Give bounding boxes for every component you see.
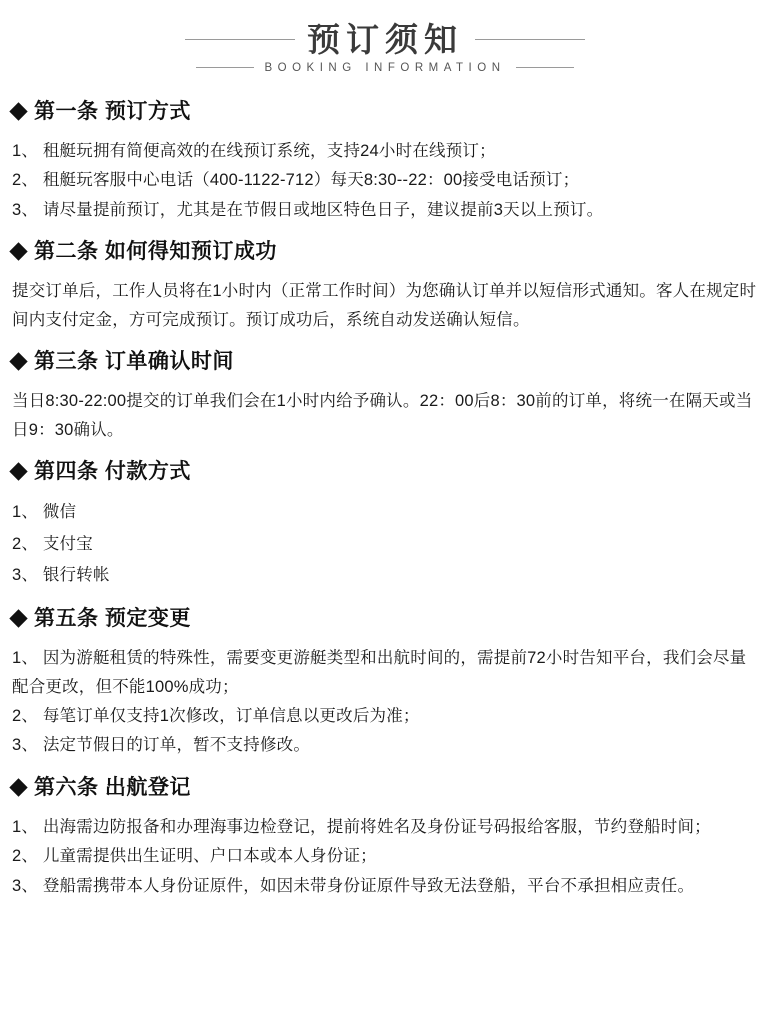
section-booking-change <box>12 605 758 760</box>
header-rule-right <box>475 39 585 40</box>
list-item: 3、 请尽量提前预订，尤其是在节假日或地区特色日子，建议提前3天以上预订。 <box>12 200 604 219</box>
section-title-text: 第五条 预定变更 <box>34 606 191 630</box>
header-sub-rule-right <box>516 67 574 68</box>
section-payment-method <box>12 458 758 591</box>
section-title-text: 第二条 如何得知预订成功 <box>34 240 277 264</box>
section-departure-registration <box>12 774 758 900</box>
header-title-row <box>12 20 758 60</box>
section-title-text: 第一条 预订方式 <box>34 99 191 123</box>
section-title-text: 第四条 付款方式 <box>34 460 191 484</box>
section-order-confirm-time <box>12 348 758 444</box>
section-list <box>12 497 758 591</box>
list-item: 1、 租艇玩拥有简便高效的在线预订系统，支持24小时在线预订； <box>12 141 496 160</box>
section-heading <box>12 774 758 801</box>
list-item: 2、 每笔订单仅支持1次修改，订单信息以更改后为准； <box>12 707 420 725</box>
list-item: 2、 租艇玩客服中心电话（400-1122-712）每天8:30--22：00接受电话预订； <box>12 171 580 190</box>
diamond-bullet-icon <box>9 463 27 481</box>
list-item: 2、 儿童需提供出生证明、户口本或本人身份证； <box>12 847 377 866</box>
diamond-bullet-icon <box>9 102 27 120</box>
list-item: 1、 出海需边防报备和办理海事边检登记，提前将姓名及身份证号码报给客服，节约登船时间； <box>12 818 711 837</box>
section-title-text: 第六条 出航登记 <box>34 775 191 799</box>
section-heading <box>12 605 758 632</box>
section-paragraph: 当日8:30-22:00提交的订单我们会在1小时内给予确认。22：00后8：30前的订单，将统一在隔天或当日9：30确认。 <box>12 392 753 439</box>
list-item: 2、 支付宝 <box>12 534 93 553</box>
section-heading <box>12 238 758 265</box>
section-list <box>12 137 758 224</box>
page-title: 预订须知 <box>307 21 463 58</box>
section-heading <box>12 98 758 125</box>
diamond-bullet-icon <box>9 609 27 627</box>
header-sub-rule-left <box>196 67 254 68</box>
header-subtitle-row <box>12 62 758 74</box>
header-rule-left <box>185 39 295 40</box>
list-item: 3、 法定节假日的订单，暂不支持修改。 <box>12 736 311 755</box>
diamond-bullet-icon <box>9 242 27 260</box>
section-heading <box>12 348 758 375</box>
diamond-bullet-icon <box>9 353 27 371</box>
list-item: 3、 登船需携带本人身份证原件，如因未带身份证原件导致无法登船，平台不承担相应责任。 <box>12 876 695 895</box>
section-heading <box>12 458 758 485</box>
page-subtitle: BOOKING INFORMATION <box>264 61 506 74</box>
list-item: 3、 银行转帐 <box>12 566 110 585</box>
section-paragraph: 提交订单后，工作人员将在1小时内（正常工作时间）为您确认订单并以短信形式通知。客人在规定时间内支付定金，方可完成预订。预订成功后，系统自动发送确认短信。 <box>12 282 757 329</box>
page-header <box>12 14 758 84</box>
section-list <box>12 813 758 900</box>
list-item: 1、 因为游艇租赁的特殊性，需要变更游艇类型和出航时间的，需提前72小时告知平台，我们会尽量配合更改，但不能100%成功； <box>12 649 747 696</box>
diamond-bullet-icon <box>9 778 27 796</box>
section-list <box>12 644 758 760</box>
list-item: 1、 微信 <box>12 503 77 522</box>
section-booking-confirmation <box>12 238 758 334</box>
section-title-text: 第三条 订单确认时间 <box>34 350 234 374</box>
section-booking-method <box>12 98 758 224</box>
